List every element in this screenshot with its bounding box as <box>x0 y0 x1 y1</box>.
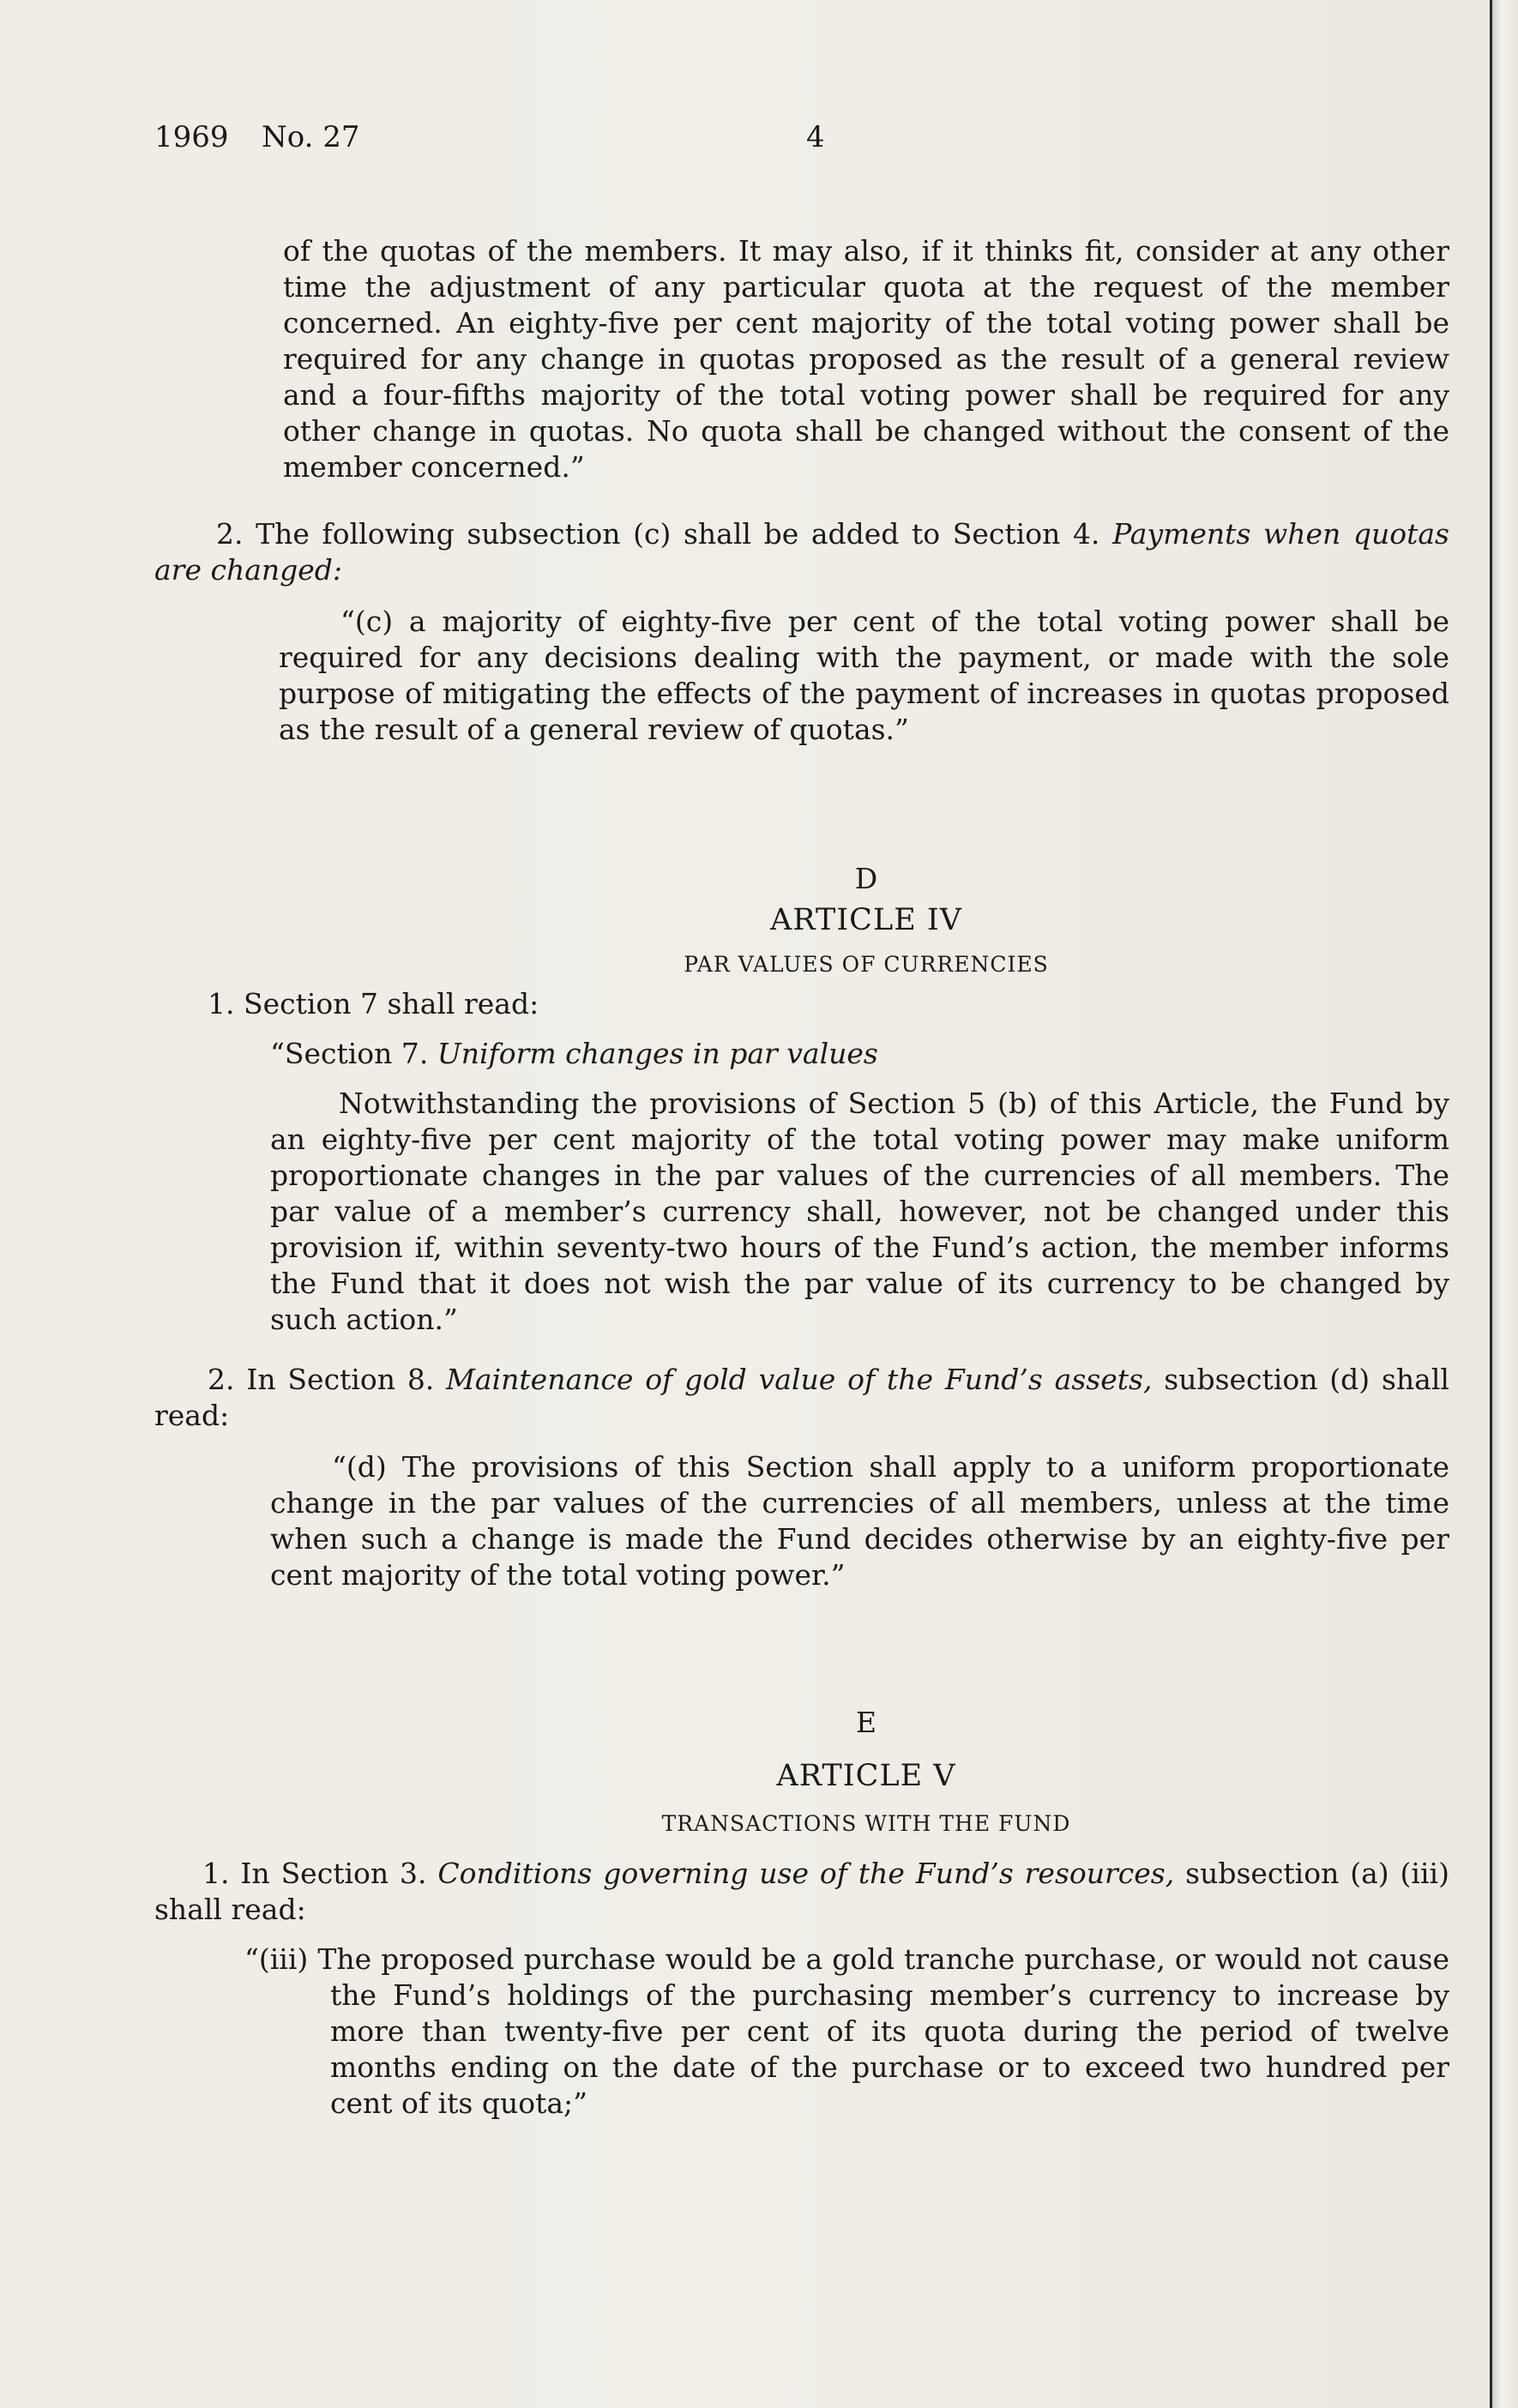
section-d-item-2 <box>154 1362 1449 1434</box>
section-7-body: Notwithstanding the provisions of Section 5 (b) of this Article, the Fund by an eighty-five per cent majority of the total voting power may make uniform proportionate changes in the par values of the currencies of all members. The par value of a member’s currency shall, however, not be changed under this provision if, within seventy-two hours of the Fund’s action, the member informs the Fund that it does not wish the par value of its currency to be changed by such action.” <box>270 1087 1449 1336</box>
item-d2-rest: subsection (d) shall read: <box>154 1363 1449 1432</box>
section-e-subtitle: TRANSACTIONS WITH THE FUND <box>661 1811 1071 1836</box>
page-header <box>154 120 1441 163</box>
document-body <box>154 233 1449 2122</box>
paragraph-item-2 <box>154 516 1449 588</box>
section-e-letter: E <box>855 1706 877 1739</box>
page-binding-edge <box>1490 0 1518 2408</box>
quote-iii-text: The proposed purchase would be a gold tranche purchase, or would not cause the Fund’s holdings of the purchasing member’s currency to increase by more than twenty-five per cent of its quota during the period of twelve months ending on the date of the purchase or to exceed two hundred per cent of its quota;” <box>317 1942 1449 2120</box>
item-d2-text: 2. In Section 8. <box>208 1363 435 1396</box>
section-d-subtitle: PAR VALUES OF CURRENCIES <box>684 952 1049 977</box>
section-d-article: ARTICLE IV <box>770 903 962 937</box>
header-year: 1969 <box>154 120 229 154</box>
quote-subsection-c: “(c) a majority of eighty-five per cent of the total voting power shall be required for any decisions dealing with the payment, or made with the sole purpose of mitigating the effects of the payment of increases in quotas proposed as the result of a general review of quotas.” <box>279 605 1449 746</box>
item-d2-italic: Maintenance of gold value of the Fund’s assets, <box>446 1363 1153 1396</box>
section-7-heading <box>154 1036 1449 1072</box>
header-number: No. 27 <box>262 120 360 154</box>
item-e1-text: 1. In Section 3. <box>202 1857 427 1890</box>
section-d-letter: D <box>854 862 878 895</box>
quote-subsection-iii <box>154 1941 1449 2122</box>
paragraph-quotas-continued: of the quotas of the members. It may also, if it thinks fit, consider at any other time the adjustment of any particular quota at the request of the member concerned. An eighty-five per cent majority of the total voting power shall be required for any change in quotas proposed as the result of a general review and a four-fifths majority of the total voting power shall be required for any other change in quotas. No quota shall be changed without the consent of the member concerned.” <box>283 234 1449 484</box>
quote-iii-number: “(iii) <box>244 1942 309 1976</box>
item-2-italic: Payments when quotas are changed: <box>154 517 1449 587</box>
quote-subsection-d: “(d) The provisions of this Section shall apply to a uniform proportionate change in the par values of the currencies of all members, unless at the time when such a change is made the Fund decides otherwise by an eighty-five per cent majority of the total voting power.” <box>270 1450 1449 1592</box>
section-e-item-1 <box>154 1856 1449 1928</box>
section-e-article: ARTICLE V <box>776 1759 956 1793</box>
section-7-title: Uniform changes in par values <box>437 1037 878 1070</box>
section-7-label: “Section 7. <box>270 1037 429 1070</box>
item-e1-rest: subsection (a) (iii) shall read: <box>154 1857 1449 1926</box>
section-d-item-1: 1. Section 7 shall read: <box>208 987 539 1020</box>
item-e1-italic: Conditions governing use of the Fund’s resources, <box>437 1857 1175 1890</box>
page-number: 4 <box>806 120 825 154</box>
item-2-text: 2. The following subsection (c) shall be added to Section 4. <box>216 517 1100 551</box>
